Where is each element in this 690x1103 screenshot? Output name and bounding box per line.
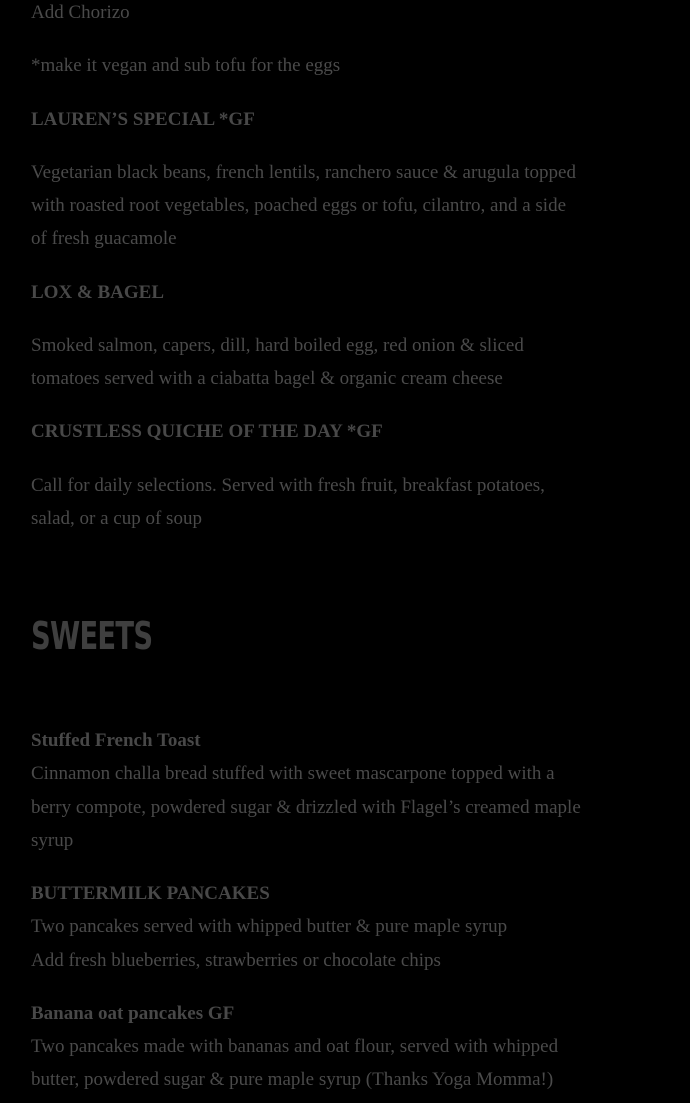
buttermilk-pancakes-title: BUTTERMILK PANCAKES <box>31 883 270 904</box>
lox-bagel-desc-line: Smoked salmon, capers, dill, hard boiled egg, red onion & sliced <box>31 335 524 356</box>
buttermilk-pancakes-addon-line: Add fresh blueberries, strawberries or chocolate chips <box>31 950 441 971</box>
lox-bagel-title: LOX & BAGEL <box>31 282 165 303</box>
laurens-special-title: LAUREN’S SPECIAL *GF <box>31 109 255 130</box>
french-toast-title: Stuffed French Toast <box>31 730 201 751</box>
banana-oat-pancakes-desc-line: Two pancakes made with bananas and oat flour, served with whipped <box>31 1036 559 1057</box>
french-toast-desc-line: syrup <box>31 830 74 851</box>
banana-oat-pancakes-desc-line: butter, powdered sugar & pure maple syrup (Thanks Yoga Momma!) <box>31 1069 554 1090</box>
banana-oat-pancakes-title: Banana oat pancakes GF <box>31 1003 235 1024</box>
vegan-note-text: *make it vegan and sub tofu for the eggs <box>31 55 341 76</box>
quiche-desc-line: Call for daily selections. Served with fresh fruit, breakfast potatoes, <box>31 475 545 496</box>
sweets-heading: SWEETS <box>31 614 153 658</box>
quiche-desc-line: salad, or a cup of soup <box>31 508 202 529</box>
add-chorizo-text: Add Chorizo <box>31 2 130 23</box>
french-toast-desc-line: berry compote, powdered sugar & drizzled with Flagel’s creamed maple <box>31 797 581 818</box>
laurens-special-desc-line: Vegetarian black beans, french lentils, ranchero sauce & arugula topped <box>31 162 576 183</box>
french-toast-desc-line: Cinnamon challa bread stuffed with sweet mascarpone topped with a <box>31 763 555 784</box>
lox-bagel-desc-line: tomatoes served with a ciabatta bagel & organic cream cheese <box>31 368 503 389</box>
laurens-special-desc-line: with roasted root vegetables, poached eggs or tofu, cilantro, and a side <box>31 195 566 216</box>
laurens-special-desc-line: of fresh guacamole <box>31 228 177 249</box>
buttermilk-pancakes-desc-line: Two pancakes served with whipped butter & pure maple syrup <box>31 916 508 937</box>
quiche-title: CRUSTLESS QUICHE OF THE DAY *GF <box>31 421 383 442</box>
